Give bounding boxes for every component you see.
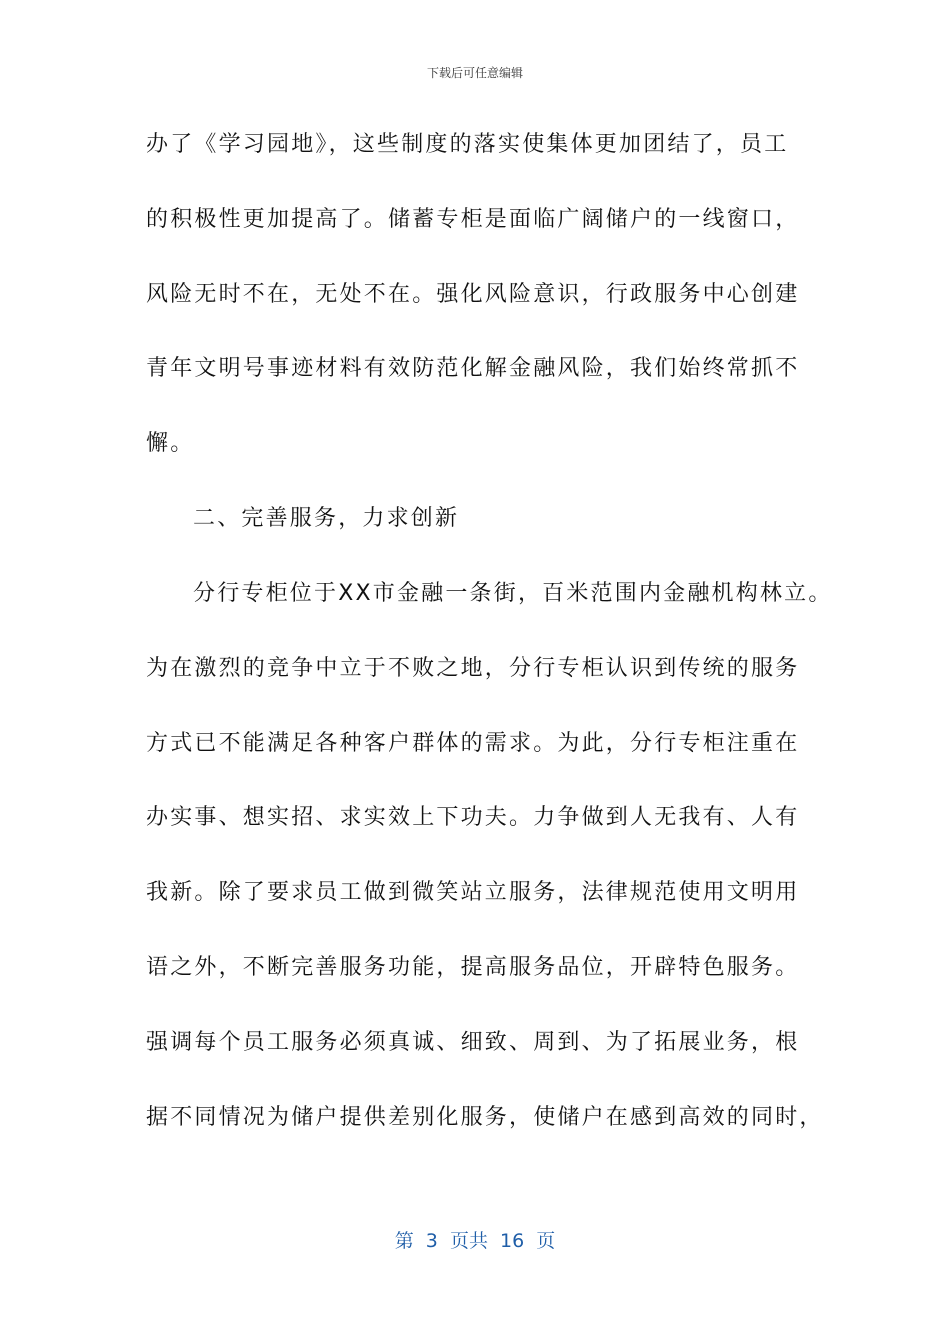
body-line: 方式已不能满足各种客户群体的需求。为此，分行专柜注重在 xyxy=(146,731,800,756)
body-line: 语之外，不断完善服务功能，提高服务品位，开辟特色服务。 xyxy=(146,955,800,980)
body-line: 为在激烈的竞争中立于不败之地，分行专柜认识到传统的服务 xyxy=(146,656,800,681)
body-line: 青年文明号事迹材料有效防范化解金融风险，我们始终常抓不 xyxy=(146,356,800,381)
section-heading: 二、完善服务，力求创新 xyxy=(193,506,460,531)
body-line: 分行专柜位于XX市金融一条街，百米范围内金融机构林立。 xyxy=(193,581,833,606)
body-line: 风险无时不在，无处不在。强化风险意识，行政服务中心创建 xyxy=(146,282,800,307)
page-header-note: 下载后可任意编辑 xyxy=(426,66,523,80)
page-number: 第 3 页共 16 页 xyxy=(394,1230,556,1252)
body-line: 据不同情况为储户提供差别化服务，使储户在感到高效的同时， xyxy=(146,1105,824,1130)
body-line: 懈。 xyxy=(146,431,195,456)
body-line: 的积极性更加提高了。储蓄专柜是面临广阔储户的一线窗口， xyxy=(146,207,800,232)
body-line: 办实事、想实招、求实效上下功夫。力争做到人无我有、人有 xyxy=(146,805,800,830)
body-line: 办了《学习园地》，这些制度的落实使集体更加团结了，员工 xyxy=(146,132,789,157)
body-line: 我新。除了要求员工做到微笑站立服务，法律规范使用文明用 xyxy=(146,880,800,905)
body-line: 强调每个员工服务必须真诚、细致、周到、为了拓展业务，根 xyxy=(146,1030,800,1055)
